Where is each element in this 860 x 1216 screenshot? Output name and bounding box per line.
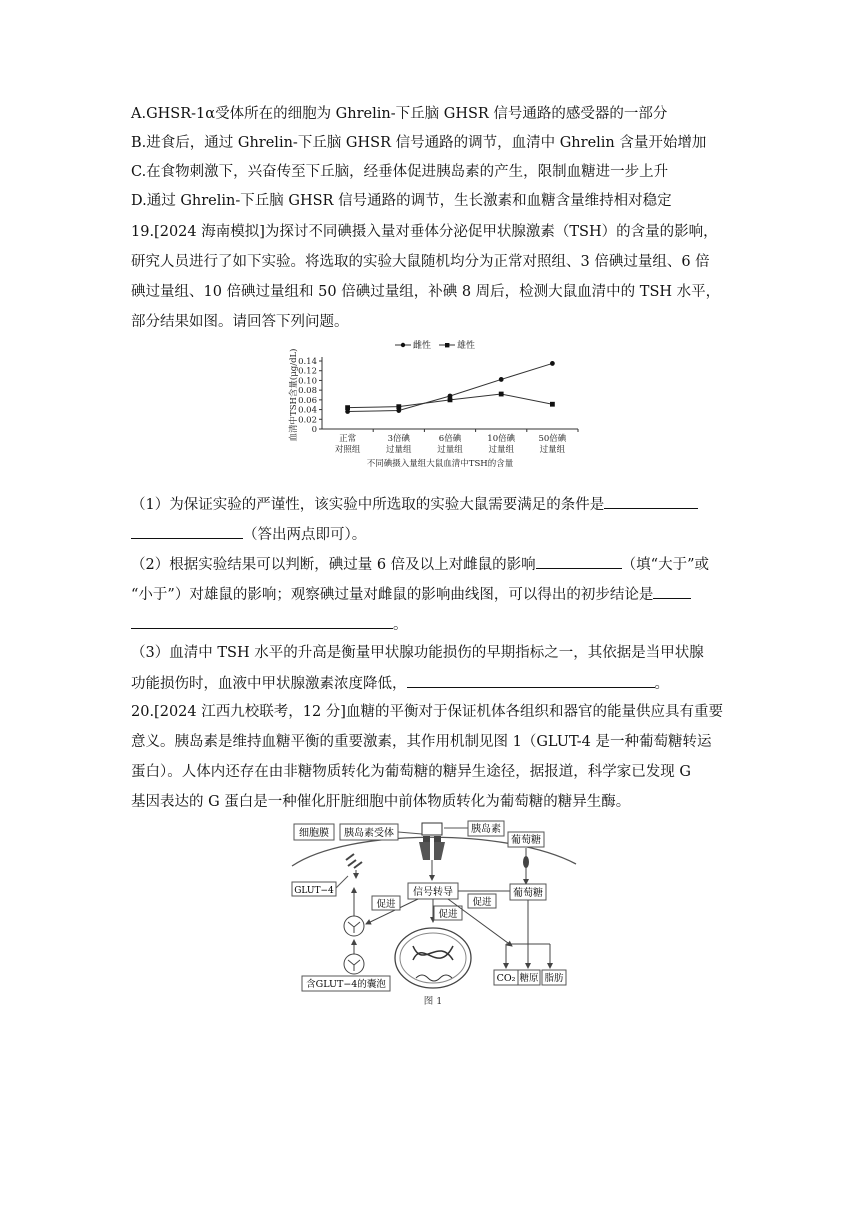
data-point-雄性 [550,402,555,407]
option-d: D.通过 Ghrelin-下丘脑 GHSR 信号通路的调节，生长激素和血糖含量维持相对稳定 [131,193,672,209]
data-point-雌性 [550,361,555,366]
svg-text:脂肪: 脂肪 [544,973,564,984]
x-tick-label: 50倍碘 [538,434,567,444]
fat-box [542,970,566,985]
glucose-out-label [508,832,544,847]
x-tick-label: 6倍碘 [438,434,462,444]
q19-stem-line-1: 19.[2024 海南模拟]为探讨不同碘摄入量对垂体分泌促甲状腺激素（TSH）的含量的影响， [131,224,718,240]
svg-text:胰岛素: 胰岛素 [471,824,501,835]
membrane-label [294,824,334,840]
q20-stem-line-1: 20.[2024 江西九校联考，12 分]血糖的平衡对于保证机体各组织和器官的能量供应具有重要 [131,704,723,720]
q19-sub3-line-1: （3）血清中 TSH 水平的升高是衡量甲状腺功能损伤的早期指标之一，其依据是当甲状腺 [131,645,704,661]
vesicle-upper [344,916,364,936]
promote-right-label [468,894,496,908]
x-tick-label: 对照组 [334,445,361,455]
svg-text:GLUT−4: GLUT−4 [294,886,334,896]
y-tick-label: 0.14 [298,357,317,367]
x-tick-label: 过量组 [539,445,566,455]
legend-label: 雌性 [413,341,432,351]
vesicle-lower [344,954,364,974]
svg-text:细胞膜: 细胞膜 [299,828,329,839]
y-tick-label: 0.06 [298,395,317,406]
insulin-mechanism-figure [288,818,578,1008]
answer-blank-3-cont[interactable] [131,614,393,629]
data-point-雄性 [345,405,350,410]
q19-sub2-text: （2）根据实验结果可以判断，碘过量 6 倍及以上对雌鼠的影响 [131,557,536,573]
q20-stem-line-4: 基因表达的 G 蛋白是一种催化肝脏细胞中前体物质转化为葡萄糖的糖异生酶。 [131,794,631,810]
co2-box [494,970,518,985]
q19-sub1-line-1 [131,494,698,515]
answer-blank-1-cont[interactable] [131,524,243,539]
q19-sub1-line-2 [131,524,366,545]
q19-sub1-text: （1）为保证实验的严谨性，该实验中所选取的实验大鼠需要满足的条件是 [131,497,605,513]
y-axis-label: 血清中TSH含量(μg/dL) [289,348,299,442]
answer-blank-4[interactable] [407,673,655,688]
x-tick-label: 正常 [339,434,357,444]
y-tick-label: 0.04 [298,405,317,416]
glycogen-box [518,970,540,985]
svg-text:葡萄糖: 葡萄糖 [511,835,541,846]
receptor-label [340,824,398,840]
signal-transduction-box [408,883,458,899]
vesicle-label [302,976,390,991]
insulin-label [444,821,504,836]
y-tick-label: 0.02 [298,415,317,426]
q19-sub2-line-2 [131,584,691,605]
svg-text:含GLUT−4的囊泡: 含GLUT−4的囊泡 [306,979,386,990]
y-tick-label: 0 [311,425,317,435]
data-point-雄性 [448,397,453,402]
promote-left-label [372,896,400,910]
x-tick-label: 过量组 [437,445,463,455]
svg-text:CO₂: CO₂ [496,973,516,984]
option-b: B.进食后，通过 Ghrelin-下丘脑 GHSR 信号通路的调节，血清中 Ghrelin 含量开始增加 [131,135,707,151]
q19-sub2-line-3 [131,614,408,635]
x-tick-label: 10倍碘 [487,434,516,444]
legend-label: 雄性 [457,341,476,351]
glucose-in-box [510,884,546,900]
x-tick-label: 过量组 [488,445,514,455]
q19-sub3-text: 功能损伤时，血液中甲状腺激素浓度降低， [131,676,407,692]
data-point-雄性 [396,404,401,409]
series-line-雌性 [348,363,553,411]
nucleus [395,928,471,988]
q19-sub2-line-1 [131,554,709,575]
q19-sub3-line-2 [131,673,669,694]
q19-sub1-note: （答出两点即可）。 [243,527,367,543]
chart-title: 不同碘摄入量组大鼠血清中TSH的含量 [366,459,514,469]
svg-text:葡萄糖: 葡萄糖 [513,888,543,899]
q20-stem-line-2: 意义。胰岛素是维持血糖平衡的重要激素，其作用机制见图 1（GLUT-4 是一种葡萄糖转运 [131,734,712,750]
q19-sub2-text-2: “小于”）对雄鼠的影响；观察碘过量对雌鼠的影响曲线图，可以得出的初步结论是 [131,587,654,603]
answer-blank-3[interactable] [653,584,691,599]
tsh-chart [280,333,590,488]
x-tick-label: 过量组 [386,445,412,455]
q19-stem-line-4: 部分结果如图。请回答下列问题。 [131,314,349,330]
glut4-on-membrane [346,854,362,878]
data-point-雄性 [499,392,504,397]
promote-mid-label [434,906,462,920]
q19-stem-line-3: 碘过量组、10 倍碘过量组和 50 倍碘过量组，补碘 8 周后，检测大鼠血清中的 TSH 水平， [131,284,721,300]
figure-caption: 图 1 [423,996,443,1007]
q19-sub2-hint: （填“大于”或 [621,557,709,573]
svg-text:胰岛素受体: 胰岛素受体 [344,828,394,839]
insulin-receptor-shape [419,823,445,860]
option-c: C.在食物刺激下，兴奋传至下丘脑，经垂体促进胰岛素的产生，限制血糖进一步上升 [131,164,669,180]
y-tick-label: 0.08 [298,386,317,397]
svg-text:促进: 促进 [438,909,458,920]
answer-blank-2[interactable] [536,554,622,569]
q19-stem-line-2: 研究人员进行了如下实验。将选取的实验大鼠随机均分为正常对照组、3 倍碘过量组、6 倍 [131,254,710,270]
y-tick-label: 0.12 [298,366,317,377]
svg-text:促进: 促进 [376,899,396,910]
q20-stem-line-3: 蛋白）。人体内还存在由非糖物质转化为葡萄糖的糖异生途径，据报道，科学家已发现 G [131,764,691,780]
q19-sub2-period: 。 [393,617,408,633]
answer-blank-1[interactable] [604,494,698,509]
q19-sub3-period: 。 [654,676,669,692]
data-point-雌性 [499,377,504,382]
y-tick-label: 0.10 [298,376,317,387]
legend-marker [445,343,449,347]
x-tick-label: 3倍碘 [387,434,411,444]
glut4-label [292,876,348,896]
svg-text:糖原: 糖原 [519,973,539,984]
svg-text:促进: 促进 [472,897,492,908]
legend-marker [401,343,405,347]
svg-text:信号转导: 信号转导 [413,887,453,898]
option-a: A.GHSR-1α受体所在的细胞为 Ghrelin-下丘脑 GHSR 信号通路的感受器的一部分 [131,106,668,122]
